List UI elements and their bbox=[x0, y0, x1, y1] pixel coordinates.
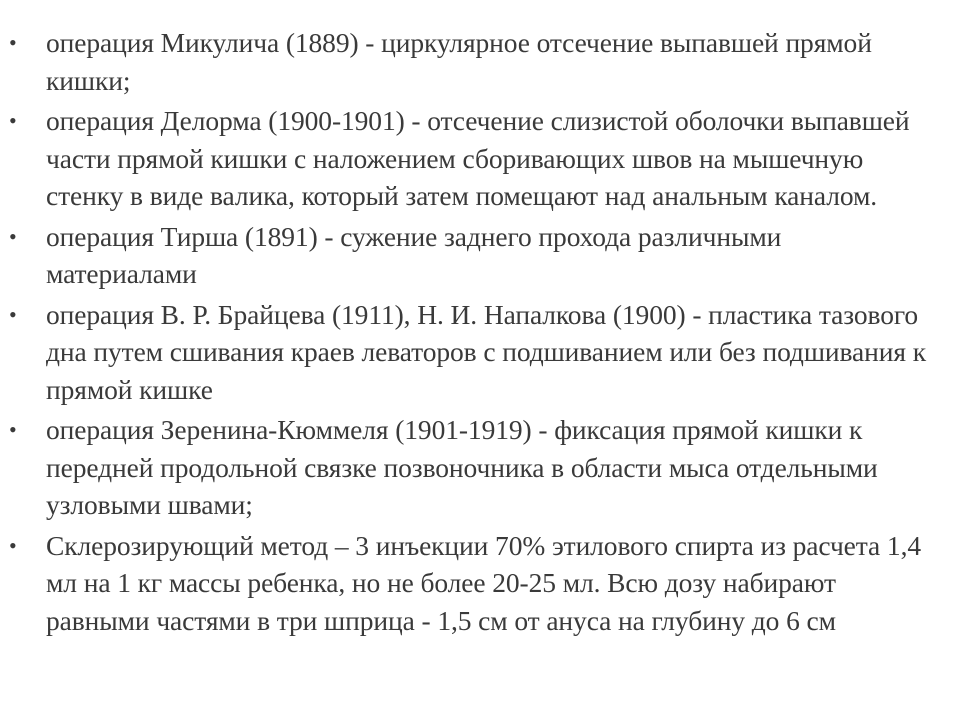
bullet-icon: • bbox=[9, 532, 17, 558]
list-item bbox=[0, 411, 960, 524]
list-item bbox=[0, 24, 960, 99]
list-item bbox=[0, 102, 960, 215]
list-item-text: операция Тирша (1891) - сужение заднего прохода различными материалами bbox=[46, 220, 782, 289]
bullet-icon: • bbox=[9, 223, 17, 249]
bullet-icon: • bbox=[9, 301, 17, 327]
list-item-text: операция Делорма (1900-1901) - отсечение слизистой оболочки выпавшей части прямой кишки с наложением сборивающих швов на мышечную стенку в виде валика, который затем помещают над анальным каналом. bbox=[46, 105, 910, 211]
list-item-text: Склерозирующий метод – 3 инъекции 70% этилового спирта из расчета 1,4 мл на 1 кг массы ребенка, но не более 20-25 мл. Всю дозу набирают равными частями в три шприца - 1,5 см от ануса на глубину до 6 см bbox=[46, 529, 921, 636]
bullet-icon: • bbox=[9, 30, 17, 55]
list-item-text: операция В. Р. Брайцева (1911), Н. И. Напалкова (1900) - пластика тазового дна путем сшивания краев леваторов с подшиванием или без подшивания к прямой кишке bbox=[46, 298, 926, 405]
list-item bbox=[0, 527, 960, 640]
bullet-icon: • bbox=[9, 417, 17, 442]
list-item bbox=[0, 218, 960, 293]
bullet-list bbox=[0, 24, 960, 642]
bullet-icon: • bbox=[9, 108, 17, 133]
list-item bbox=[0, 296, 960, 409]
list-item-text: операция Зеренина-Кюммеля (1901-1919) - фиксация прямой кишки к передней продольной связке позвоночника в области мыса отдельными узловыми швами; bbox=[46, 414, 878, 520]
list-item-text: операция Микулича (1889) - циркулярное отсечение выпавшей прямой кишки; bbox=[46, 27, 872, 96]
